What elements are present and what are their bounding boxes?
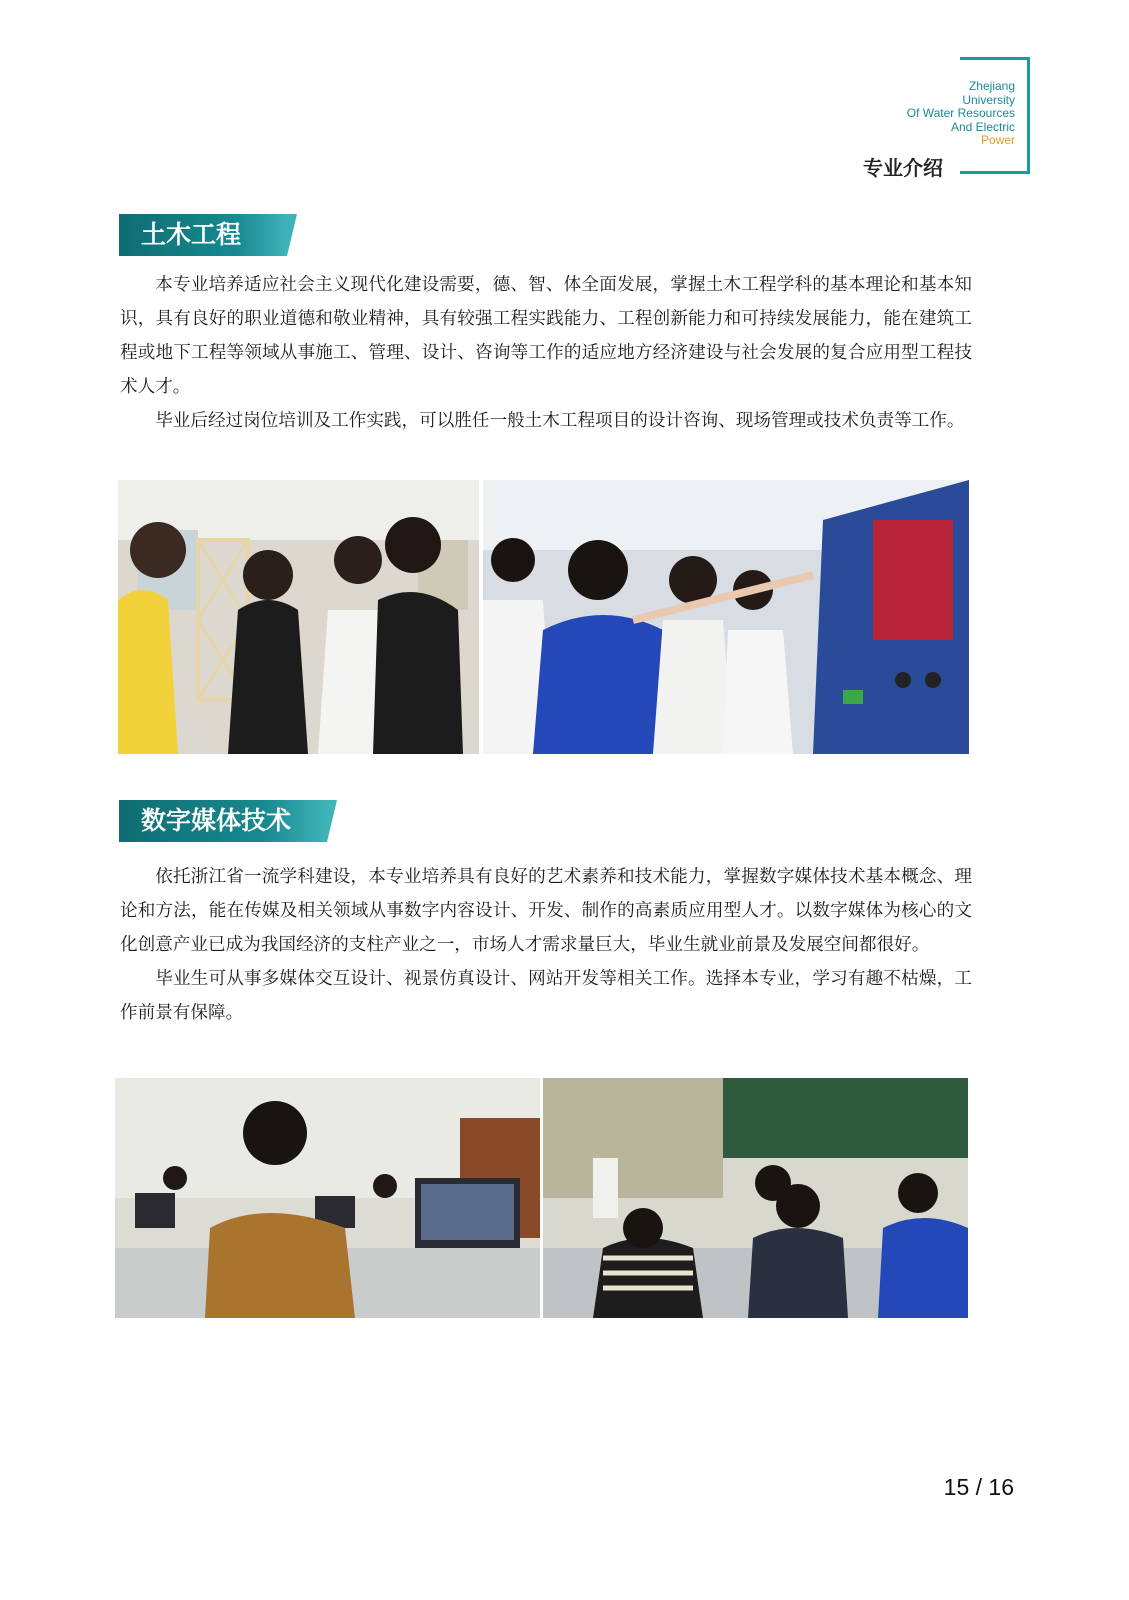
logo-line-5: Power xyxy=(980,133,1015,147)
paragraph: 本专业培养适应社会主义现代化建设需要，德、智、体全面发展，掌握土木工程学科的基本理论和基本知识，具有良好的职业道德和敬业精神，具有较强工程实践能力、工程创新能力和可持续发展能力，能在建筑工程或地下工程等领域从事施工、管理、设计、咨询等工作的适应地方经济建设与社会发展的复合应用型工程技术人才。 xyxy=(120,275,972,397)
photo-computer-lab xyxy=(115,1078,540,1318)
page-number: 15 / 16 xyxy=(943,1474,1014,1500)
photo-electrical-lab xyxy=(483,480,969,754)
logo-line-3: Of Water Resources xyxy=(906,106,1015,120)
section-body-digital-media xyxy=(120,860,972,1030)
logo-line-2: University xyxy=(962,92,1015,107)
paragraph: 毕业生可从事多媒体交互设计、视景仿真设计、网站开发等相关工作。选择本专业，学习有趣不枯燥，工作前景有保障。 xyxy=(120,969,972,1023)
page-label: 专业介绍 xyxy=(863,156,943,180)
section-body-civil-engineering xyxy=(120,268,972,438)
university-logo xyxy=(907,80,1015,148)
photo-studio-classroom xyxy=(543,1078,968,1318)
section-heading-civil-engineering: 土木工程 xyxy=(119,214,287,256)
section-heading-digital-media: 数字媒体技术 xyxy=(119,800,327,842)
paragraph: 依托浙江省一流学科建设，本专业培养具有良好的艺术素养和技术能力，掌握数字媒体技术基本概念、理论和方法，能在传媒及相关领域从事数字内容设计、开发、制作的高素质应用型人才。以数字媒体为核心的文化创意产业已成为我国经济的支柱产业之一，市场人才需求量巨大，毕业生就业前景及发展空间都很好。 xyxy=(120,867,972,955)
logo-line-4: And Electric xyxy=(950,119,1015,134)
photo-truss-model xyxy=(118,480,479,754)
logo-line-1: Zhejiang xyxy=(968,79,1015,93)
paragraph: 毕业后经过岗位培训及工作实践，可以胜任一般土木工程项目的设计咨询、现场管理或技术负责等工作。 xyxy=(155,411,965,431)
